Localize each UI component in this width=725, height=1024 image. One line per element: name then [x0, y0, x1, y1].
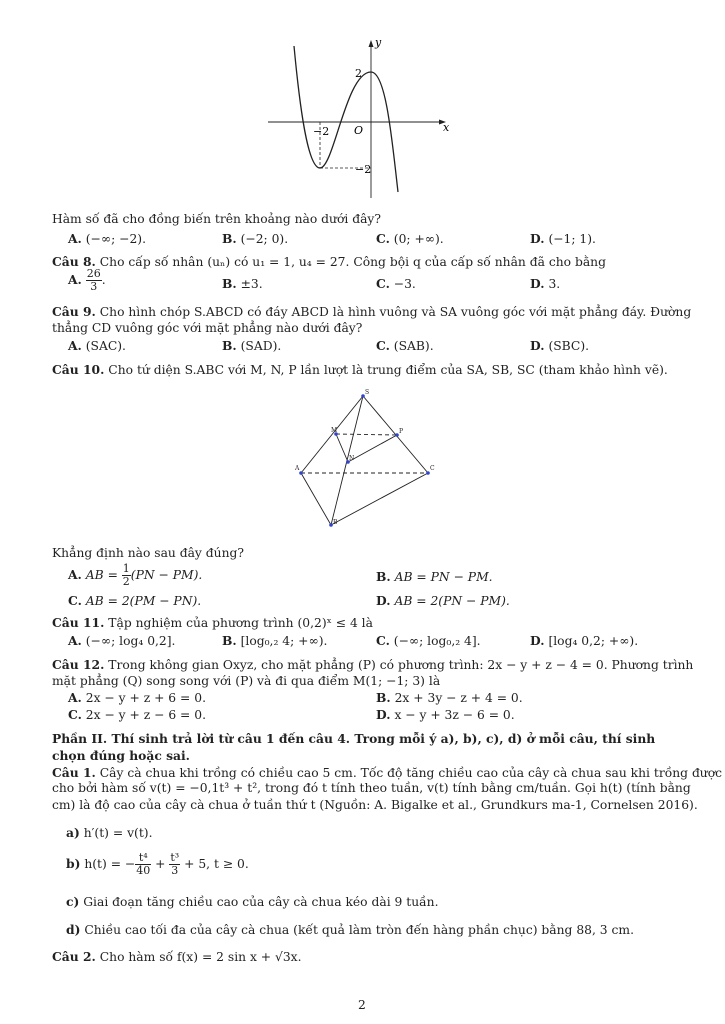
q10-number: Câu 10.: [52, 362, 105, 377]
edge-BC: [331, 473, 428, 525]
p2q1-statement-a[interactable]: a) h′(t) = v(t).: [66, 825, 153, 840]
label-C: C: [430, 465, 435, 472]
q7-option-c[interactable]: C. (0; +∞).: [376, 231, 444, 246]
label-S: S: [365, 389, 370, 396]
y-tick-2: 2: [355, 67, 362, 80]
segment-MN: [336, 434, 348, 462]
q8-option-c[interactable]: C. −3.: [376, 276, 416, 291]
segment-NP: [348, 435, 397, 462]
origin-label: O: [354, 124, 364, 137]
p2q1-statement-b[interactable]: b) h(t) = − $\frac{\text{t⁴}}{40}$ + $\frac{\text{t³}}{3}$ + 5, t ≥ 0.: [66, 851, 249, 877]
q9-number: Câu 9.: [52, 304, 96, 319]
q12-stem-line2: mặt phẳng (Q) song song với (P) và đi qua điểm M(1; −1; 3) là: [52, 674, 441, 688]
q12-number: Câu 12.: [52, 657, 105, 672]
x-axis-label: x: [443, 121, 450, 134]
label-M: M: [331, 427, 338, 434]
x-tick-neg2: −2: [313, 125, 330, 138]
q12-option-a[interactable]: A. 2x − y + z + 6 = 0.: [68, 690, 206, 705]
q9-stem-line2: thẳng CD vuông góc với mặt phẳng nào dưới đây?: [52, 321, 363, 335]
q9-stem-line1: Câu 9. Cho hình chóp S.ABCD có đáy ABCD là hình vuông và SA vuông góc với mặt phẳng đáy. Đường: [52, 304, 692, 319]
q8-number: Câu 8.: [52, 254, 96, 269]
p2q2-stem: Câu 2. Cho hàm số f(x) = 2 sin x + √3x.: [52, 949, 302, 964]
q9-option-c[interactable]: C. (SAB).: [376, 338, 434, 353]
q7-option-a[interactable]: A. (−∞; −2).: [68, 231, 146, 246]
q11-number: Câu 11.: [52, 615, 105, 630]
q10-stem: Câu 10. Cho tứ diện S.ABC với M, N, P lần lượt là trung điểm của SA, SB, SC (tham khảo hình vẽ).: [52, 362, 668, 377]
q7-option-d[interactable]: D. (−1; 1).: [530, 231, 596, 246]
q10-option-d[interactable]: D. AB = 2(PN − PM).: [376, 593, 510, 608]
page-number: 2: [358, 998, 366, 1012]
p2q1-b-fraction-1: $\frac{\text{t⁴}}{40}$: [136, 851, 151, 877]
p2q1-stem-line2: cho bởi hàm số v(t) = −0,1t³ + t², trong đó t tính theo tuần, v(t) tính bằng cm/tuần. Gọi h(t) (tính bằng: [52, 781, 691, 795]
point-A: [299, 471, 303, 475]
cubic-curve: [294, 46, 398, 192]
q9-option-d[interactable]: D. (SBC).: [530, 338, 590, 353]
p2q2-number: Câu 2.: [52, 949, 96, 964]
label-A: A: [295, 465, 300, 472]
q10-option-b[interactable]: B. AB = PN − PM.: [376, 569, 493, 584]
q11-option-b[interactable]: B. [log₀,₂ 4; +∞).: [222, 633, 328, 648]
part2-heading-line2: chọn đúng hoặc sai.: [52, 748, 190, 763]
q11-option-d[interactable]: D. [log₄ 0,2; +∞).: [530, 633, 639, 648]
q8-option-d[interactable]: D. 3.: [530, 276, 561, 291]
q7-option-b[interactable]: B. (−2; 0).: [222, 231, 289, 246]
q11-option-a[interactable]: A. (−∞; log₄ 0,2].: [68, 633, 176, 648]
q10-prompt: Khẳng định nào sau đây đúng?: [52, 546, 244, 560]
q8-option-b[interactable]: B. ±3.: [222, 276, 263, 291]
q11-stem: Câu 11. Tập nghiệm của phương trình (0,2)ˣ ≤ 4 là: [52, 615, 373, 630]
edge-AB: [301, 473, 331, 525]
y-axis-label: y: [375, 36, 382, 49]
q9-option-a[interactable]: A. (SAC).: [68, 338, 126, 353]
q7-prompt: Hàm số đã cho đồng biến trên khoảng nào dưới đây?: [52, 212, 381, 226]
tetrahedron-figure: [290, 382, 440, 534]
q10-option-a-fraction: $\frac{1}{2}$: [122, 562, 130, 588]
q12-option-d[interactable]: D. x − y + 3z − 6 = 0.: [376, 707, 515, 722]
segment-MP-dashed: [336, 434, 397, 435]
p2q1-b-fraction-2: $\frac{\text{t³}}{3}$: [170, 851, 180, 877]
y-tick-neg2: −2: [355, 163, 372, 176]
p2q1-stem-line3: cm) là độ cao của cây cà chua ở tuần thứ t (Nguồn: A. Bigalke et al., Grundkurs ma-1, Cornelsen 2016).: [52, 798, 698, 812]
label-N: N: [349, 455, 355, 462]
q12-option-b[interactable]: B. 2x + 3y − z + 4 = 0.: [376, 690, 523, 705]
label-B: B: [333, 519, 338, 526]
part2-heading-line1: Phần II. Thí sinh trả lời từ câu 1 đến câu 4. Trong mỗi ý a), b), c), d) ở mỗi câu, thí sinh: [52, 731, 656, 746]
q8-text: Cho cấp số nhân (uₙ) có u₁ = 1, u₄ = 27. Công bội q của cấp số nhân đã cho bằng: [99, 255, 606, 269]
q8-option-a[interactable]: A. $\frac{26}{3}$ .: [68, 267, 106, 293]
p2q1-statement-d[interactable]: d) Chiều cao tối đa của cây cà chua (kết quả làm tròn đến hàng phần chục) bằng 88, 3 cm.: [66, 922, 634, 937]
q10-option-a[interactable]: A. AB = $\frac{1}{2}$ (PN − PM).: [68, 562, 203, 588]
q10-option-c[interactable]: C. AB = 2(PM − PN).: [68, 593, 202, 608]
function-graph: [260, 30, 460, 200]
q11-option-c[interactable]: C. (−∞; log₀,₂ 4].: [376, 633, 481, 648]
y-axis-arrow: [369, 40, 374, 47]
p2q1-statement-c[interactable]: c) Giai đoạn tăng chiều cao của cây cà chua kéo dài 9 tuần.: [66, 894, 439, 909]
q9-option-b[interactable]: B. (SAD).: [222, 338, 282, 353]
q8-option-a-fraction: $\frac{26}{3}$: [86, 267, 101, 293]
q12-stem-line1: Câu 12. Trong không gian Oxyz, cho mặt phẳng (P) có phương trình: 2x − y + z − 4 = 0. Phương trình: [52, 657, 694, 672]
q12-option-c[interactable]: C. 2x − y + z − 6 = 0.: [68, 707, 207, 722]
p2q1-stem-line1: Câu 1. Cây cà chua khi trồng có chiều cao 5 cm. Tốc độ tăng chiều cao của cây cà chua sau khi trồng được: [52, 765, 723, 780]
q8-stem: [52, 254, 606, 270]
p2q1-number: Câu 1.: [52, 765, 96, 780]
label-P: P: [399, 428, 404, 435]
